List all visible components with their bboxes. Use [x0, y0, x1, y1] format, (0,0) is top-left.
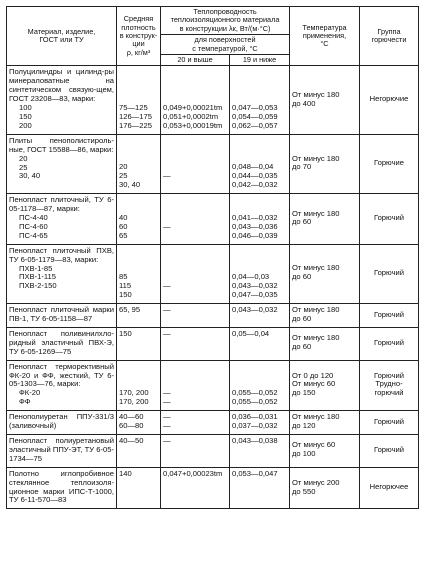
flammability-value: Трудно- [375, 379, 403, 389]
conductivity-high-cell-value [163, 273, 227, 282]
table-row [7, 66, 419, 134]
temperature-value: От минус 180 [292, 153, 340, 163]
material-title: Пенополиуретан ППУ-331/3 (заливочный) [9, 412, 114, 431]
density-cell [117, 327, 161, 360]
table-row [7, 434, 419, 467]
temperature-value: до 60 [292, 314, 312, 323]
conductivity-high-cell [161, 434, 230, 467]
conductivity-low-cell [230, 134, 290, 193]
density-cell-value: 30, 40 [119, 180, 141, 190]
material-grade: ФФ [19, 397, 31, 407]
density-cell-value: 65, 95 [119, 305, 141, 315]
density-cell-value: 40—60 [119, 412, 144, 422]
flammability-value: Негорючее [369, 482, 409, 492]
material-title: Полуцилиндры и цилинд-ры минераловатные на синтетическом связую-щем, ГОСТ 23208—83, марки: [9, 67, 114, 104]
temperature-cell [290, 194, 360, 245]
temperature-value: От минус 200 [292, 477, 340, 487]
material-title: Пенопласт плиточный ПХВ, ТУ 6-05-1179—83, марки: [9, 245, 114, 264]
header-text-line: Средняя [123, 14, 154, 24]
header-text-line: для поверхностей [194, 35, 256, 45]
spacer [232, 86, 287, 95]
material-cell [7, 134, 117, 193]
conductivity-low-cell-value: 0,062—0,057 [232, 120, 278, 130]
spacer [163, 363, 227, 372]
conductivity-low-cell-value: 0,043—0,036 [232, 221, 278, 231]
conductivity-low-cell [230, 244, 290, 303]
header-density [117, 7, 161, 66]
conductivity-low-cell [230, 360, 290, 411]
material-grade: ПХВ-1-115 [19, 272, 56, 282]
flammability-cell [360, 244, 419, 303]
temperature-cell [290, 467, 360, 509]
flammability-value: Горючий [373, 212, 405, 222]
flammability-cell [360, 360, 419, 411]
density-cell-value: 25 [119, 171, 128, 181]
density-cell [117, 411, 161, 435]
temperature-value: От минус 180 [292, 208, 340, 218]
conductivity-low-cell-value: 0,036—0,031 [232, 412, 278, 422]
conductivity-high-cell-value: — [163, 305, 171, 315]
header-text-line: в конструкции λк, Вт/(м·°С) [179, 23, 271, 33]
material-cell [7, 194, 117, 245]
spacer [119, 363, 158, 372]
table-row [7, 411, 419, 435]
temperature-cell [290, 66, 360, 134]
header-text-line: с температурой, °С [192, 43, 258, 53]
material-grade: 20 [19, 153, 28, 163]
conductivity-high-cell-value [163, 232, 227, 241]
spacer [163, 372, 227, 381]
flammability-cell [360, 66, 419, 134]
density-cell-value: 170, 200 [119, 397, 149, 407]
conductivity-high-cell-value: — [163, 171, 171, 181]
conductivity-low-cell [230, 467, 290, 509]
header-text-line: Теплопроводность [193, 7, 257, 16]
header-t-high: 20 и выше [161, 55, 230, 66]
temperature-cell [290, 434, 360, 467]
material-cell [7, 467, 117, 509]
density-cell-value: 60—80 [119, 421, 144, 431]
material-grade: ПХВ-2-150 [19, 281, 57, 291]
header-text-line: Температура [302, 22, 347, 32]
spacer [232, 68, 287, 77]
density-cell-value: 75—125 [119, 103, 148, 112]
header-t-low: 19 и ниже [230, 55, 290, 66]
conductivity-low-cell-value: 0,041—0,032 [232, 212, 278, 222]
spacer [232, 247, 287, 256]
spacer [163, 205, 227, 214]
conductivity-low-cell-value: 0,055—0,052 [232, 397, 278, 407]
header-text-line: плотность [121, 22, 156, 32]
conductivity-high-cell-value: 0,047+0,00023tm [163, 468, 223, 478]
spacer [163, 155, 227, 164]
spacer [232, 372, 287, 381]
header-text-line: Группа [377, 26, 401, 36]
spacer [163, 77, 227, 86]
conductivity-low-cell-value: 0,04—0,03 [232, 272, 270, 282]
conductivity-high-cell [161, 327, 230, 360]
table-row [7, 244, 419, 303]
spacer [119, 77, 158, 86]
temperature-value: От минус 180 [292, 89, 340, 99]
flammability-cell [360, 194, 419, 245]
temperature-cell [290, 327, 360, 360]
header-text-line: применения, [302, 31, 347, 41]
material-title: Полотно иглопробивное стеклянное теплоизоля-ционное марки ИПС-Т-1000, ТУ 6-11-570—83 [9, 468, 114, 505]
material-title: Пенопласт плиточный, ТУ 6-05-1178—87, марки: [9, 195, 114, 214]
flammability-value: Горючий [373, 267, 405, 277]
material-grade: 30, 40 [19, 171, 41, 181]
conductivity-low-cell [230, 194, 290, 245]
conductivity-low-cell-value: 0,043—0,038 [232, 435, 278, 445]
conductivity-low-cell-value: 0,043—0,032 [232, 305, 278, 315]
material-title: Пенопласт терморективный ФК-20 и ФФ, жесткий, ТУ 6-05-1303—76, марки: [9, 361, 114, 389]
spacer [119, 146, 158, 155]
temperature-value: до 60 [292, 217, 312, 227]
density-cell [117, 467, 161, 509]
conductivity-low-cell-value: 0,047—0,053 [232, 103, 278, 112]
header-text-line: ции [132, 39, 145, 49]
spacer [163, 380, 227, 389]
header-group [360, 7, 419, 66]
density-cell [117, 244, 161, 303]
conductivity-high-cell-value [163, 291, 227, 300]
table-row [7, 327, 419, 360]
temperature-value: От минус 180 [292, 263, 340, 273]
conductivity-high-cell [161, 66, 230, 134]
density-cell-value: 170, 200 [119, 388, 149, 398]
header-temperature [290, 7, 360, 66]
conductivity-high-cell-value [163, 181, 227, 190]
conductivity-high-cell [161, 194, 230, 245]
conductivity-high-cell [161, 411, 230, 435]
conductivity-high-cell-value: 0,051+0,0002tm [163, 111, 219, 121]
density-cell-value: 150 [119, 290, 132, 300]
conductivity-low-cell-value: 0,053—0,047 [232, 468, 278, 478]
material-grade: 100 [19, 103, 32, 113]
spacer [232, 363, 287, 372]
material-grade: ПС-4-65 [19, 230, 48, 240]
temperature-value: От минус 180 [292, 305, 340, 315]
flammability-value: Горючий [373, 370, 405, 380]
conductivity-high-cell-value: — [163, 281, 171, 291]
material-title: Пенопласт плиточный марки ПВ-1, ТУ 6-05-1158—87 [9, 305, 114, 323]
temperature-cell [290, 304, 360, 328]
spacer [232, 146, 287, 155]
temperature-cell [290, 411, 360, 435]
density-cell [117, 66, 161, 134]
header-text-line: ГОСТ или ТУ [39, 35, 84, 45]
table-row [7, 304, 419, 328]
material-cell [7, 327, 117, 360]
density-cell-value: 40—50 [119, 435, 144, 445]
spacer [119, 86, 158, 95]
conductivity-high-cell-value: — [163, 421, 171, 431]
material-cell [7, 411, 117, 435]
material-title: Пенопласт полиуретановый эластичный ППУ-ЭТ, ТУ 6-05-1734—75 [9, 435, 114, 463]
flammability-cell [360, 411, 419, 435]
spacer [163, 146, 227, 155]
header-text-line: горючести [371, 35, 407, 45]
spacer [119, 68, 158, 77]
material-title: Пенопласт поливинилхло-ридный эластичный ПВХ-Э, ТУ 6-05-1269—75 [9, 328, 114, 356]
density-cell-value: 40 [119, 212, 128, 222]
conductivity-low-cell-value: 0,037—0,032 [232, 421, 278, 431]
conductivity-high-cell-value: 0,053+0,00019tm [163, 120, 223, 130]
conductivity-low-cell-value: 0,048—0,04 [232, 162, 274, 172]
header-text-line: в конструк- [119, 31, 158, 41]
flammability-value: Горючий [373, 416, 405, 426]
header-text-line: Материал, изделие, [27, 26, 96, 36]
conductivity-low-cell-value: 0,054—0,059 [232, 111, 278, 121]
density-cell-value: 140 [119, 468, 132, 478]
density-cell-value: 65 [119, 230, 128, 240]
conductivity-low-cell-value: 0,046—0,039 [232, 230, 278, 240]
material-cell [7, 66, 117, 134]
spacer [163, 137, 227, 146]
material-cell [7, 304, 117, 328]
table-row [7, 194, 419, 245]
conductivity-low-cell [230, 434, 290, 467]
material-cell [7, 244, 117, 303]
spacer [163, 247, 227, 256]
spacer [163, 86, 227, 95]
conductivity-low-cell [230, 411, 290, 435]
spacer [163, 256, 227, 265]
conductivity-low-cell-value: 0,042—0,032 [232, 180, 278, 190]
conductivity-high-cell [161, 304, 230, 328]
temperature-cell [290, 244, 360, 303]
density-cell-value: 20 [119, 162, 128, 172]
temperature-value: до 550 [292, 486, 316, 496]
conductivity-high-cell-value: — [163, 328, 171, 338]
temperature-value: до 100 [292, 449, 316, 459]
spacer [232, 256, 287, 265]
flammability-cell [360, 434, 419, 467]
spacer [232, 137, 287, 146]
material-grade: ФК-20 [19, 388, 41, 398]
material-grade: ПС-4-60 [19, 221, 48, 231]
table-row [7, 134, 419, 193]
spacer [119, 137, 158, 146]
spacer [119, 372, 158, 381]
conductivity-low-cell [230, 327, 290, 360]
flammability-cell [360, 304, 419, 328]
spacer [119, 256, 158, 265]
temperature-value: От 0 до 120 [292, 370, 334, 380]
flammability-value: горючий [374, 388, 404, 398]
spacer [119, 196, 158, 205]
header-row-1 [7, 7, 419, 35]
header-text-line: °С [320, 39, 329, 49]
temperature-value: до 60 [292, 342, 312, 352]
material-grade: ПС-4-40 [19, 212, 48, 222]
conductivity-high-cell-value [163, 214, 227, 223]
conductivity-low-cell-value: 0,05—0,04 [232, 328, 270, 338]
spacer [232, 196, 287, 205]
flammability-value: Негорючие [369, 94, 409, 104]
temperature-value: до 60 [292, 272, 312, 282]
conductivity-low-cell-value: 0,043—0,032 [232, 281, 278, 291]
material-grade: 150 [19, 111, 32, 121]
density-cell-value: 115 [119, 281, 132, 291]
temperature-value: От минус 60 [292, 440, 336, 450]
flammability-value: Горючий [373, 337, 405, 347]
conductivity-high-cell-value: — [163, 388, 171, 398]
conductivity-high-cell-value: — [163, 221, 171, 231]
density-cell [117, 434, 161, 467]
temperature-value: От минус 180 [292, 412, 340, 422]
material-grade: 200 [19, 120, 32, 130]
density-cell-value: 60 [119, 221, 128, 231]
table-row [7, 467, 419, 509]
conductivity-high-cell [161, 467, 230, 509]
conductivity-low-cell-value: 0,047—0,035 [232, 290, 278, 300]
header-material [7, 7, 117, 66]
spacer [232, 77, 287, 86]
header-surface [161, 35, 290, 55]
density-cell [117, 360, 161, 411]
table-row [7, 360, 419, 411]
insulation-materials-table [6, 6, 419, 509]
temperature-value: От минус 180 [292, 333, 340, 343]
temperature-value: От минус 60 [292, 379, 336, 389]
conductivity-high-cell-value [163, 163, 227, 172]
conductivity-high-cell [161, 244, 230, 303]
material-grade: ПХВ-1-85 [19, 263, 53, 273]
density-cell-value: 150 [119, 328, 132, 338]
header-text-line: ρ, кг/м³ [126, 47, 151, 57]
temperature-cell [290, 134, 360, 193]
density-cell [117, 304, 161, 328]
flammability-cell [360, 134, 419, 193]
temperature-cell [290, 360, 360, 411]
temperature-value: до 70 [292, 162, 312, 172]
density-cell-value: 176—225 [119, 120, 152, 130]
temperature-value: до 120 [292, 421, 316, 431]
conductivity-high-cell-value: — [163, 435, 171, 445]
conductivity-high-cell-value: — [163, 397, 171, 407]
material-cell [7, 360, 117, 411]
density-cell-value: 85 [119, 272, 128, 282]
spacer [163, 196, 227, 205]
density-cell [117, 134, 161, 193]
table-body [7, 66, 419, 509]
density-cell-value: 126—175 [119, 111, 152, 121]
conductivity-high-cell [161, 360, 230, 411]
flammability-value: Горючие [374, 158, 404, 168]
material-grade: 25 [19, 162, 28, 172]
flammability-cell [360, 467, 419, 509]
conductivity-low-cell-value: 0,044—0,035 [232, 171, 278, 181]
density-cell [117, 194, 161, 245]
spacer [163, 264, 227, 273]
spacer [163, 68, 227, 77]
material-cell [7, 434, 117, 467]
spacer [119, 247, 158, 256]
conductivity-low-cell [230, 304, 290, 328]
conductivity-low-cell-value: 0,055—0,052 [232, 388, 278, 398]
header-conductivity [161, 7, 290, 35]
temperature-value: до 400 [292, 98, 316, 108]
conductivity-high-cell-value: — [163, 412, 171, 422]
conductivity-low-cell [230, 66, 290, 134]
conductivity-high-cell-value: 0,049+0,00021tm [163, 103, 223, 112]
conductivity-high-cell [161, 134, 230, 193]
material-title: Плиты пенополистироль-ные, ГОСТ 15588—86, марки: [9, 135, 114, 154]
flammability-value: Горючий [373, 309, 405, 319]
flammability-cell [360, 327, 419, 360]
header-text-line: теплоизоляционного материала [170, 15, 280, 25]
temperature-value: до 150 [292, 388, 316, 398]
flammability-value: Горючий [373, 444, 405, 454]
